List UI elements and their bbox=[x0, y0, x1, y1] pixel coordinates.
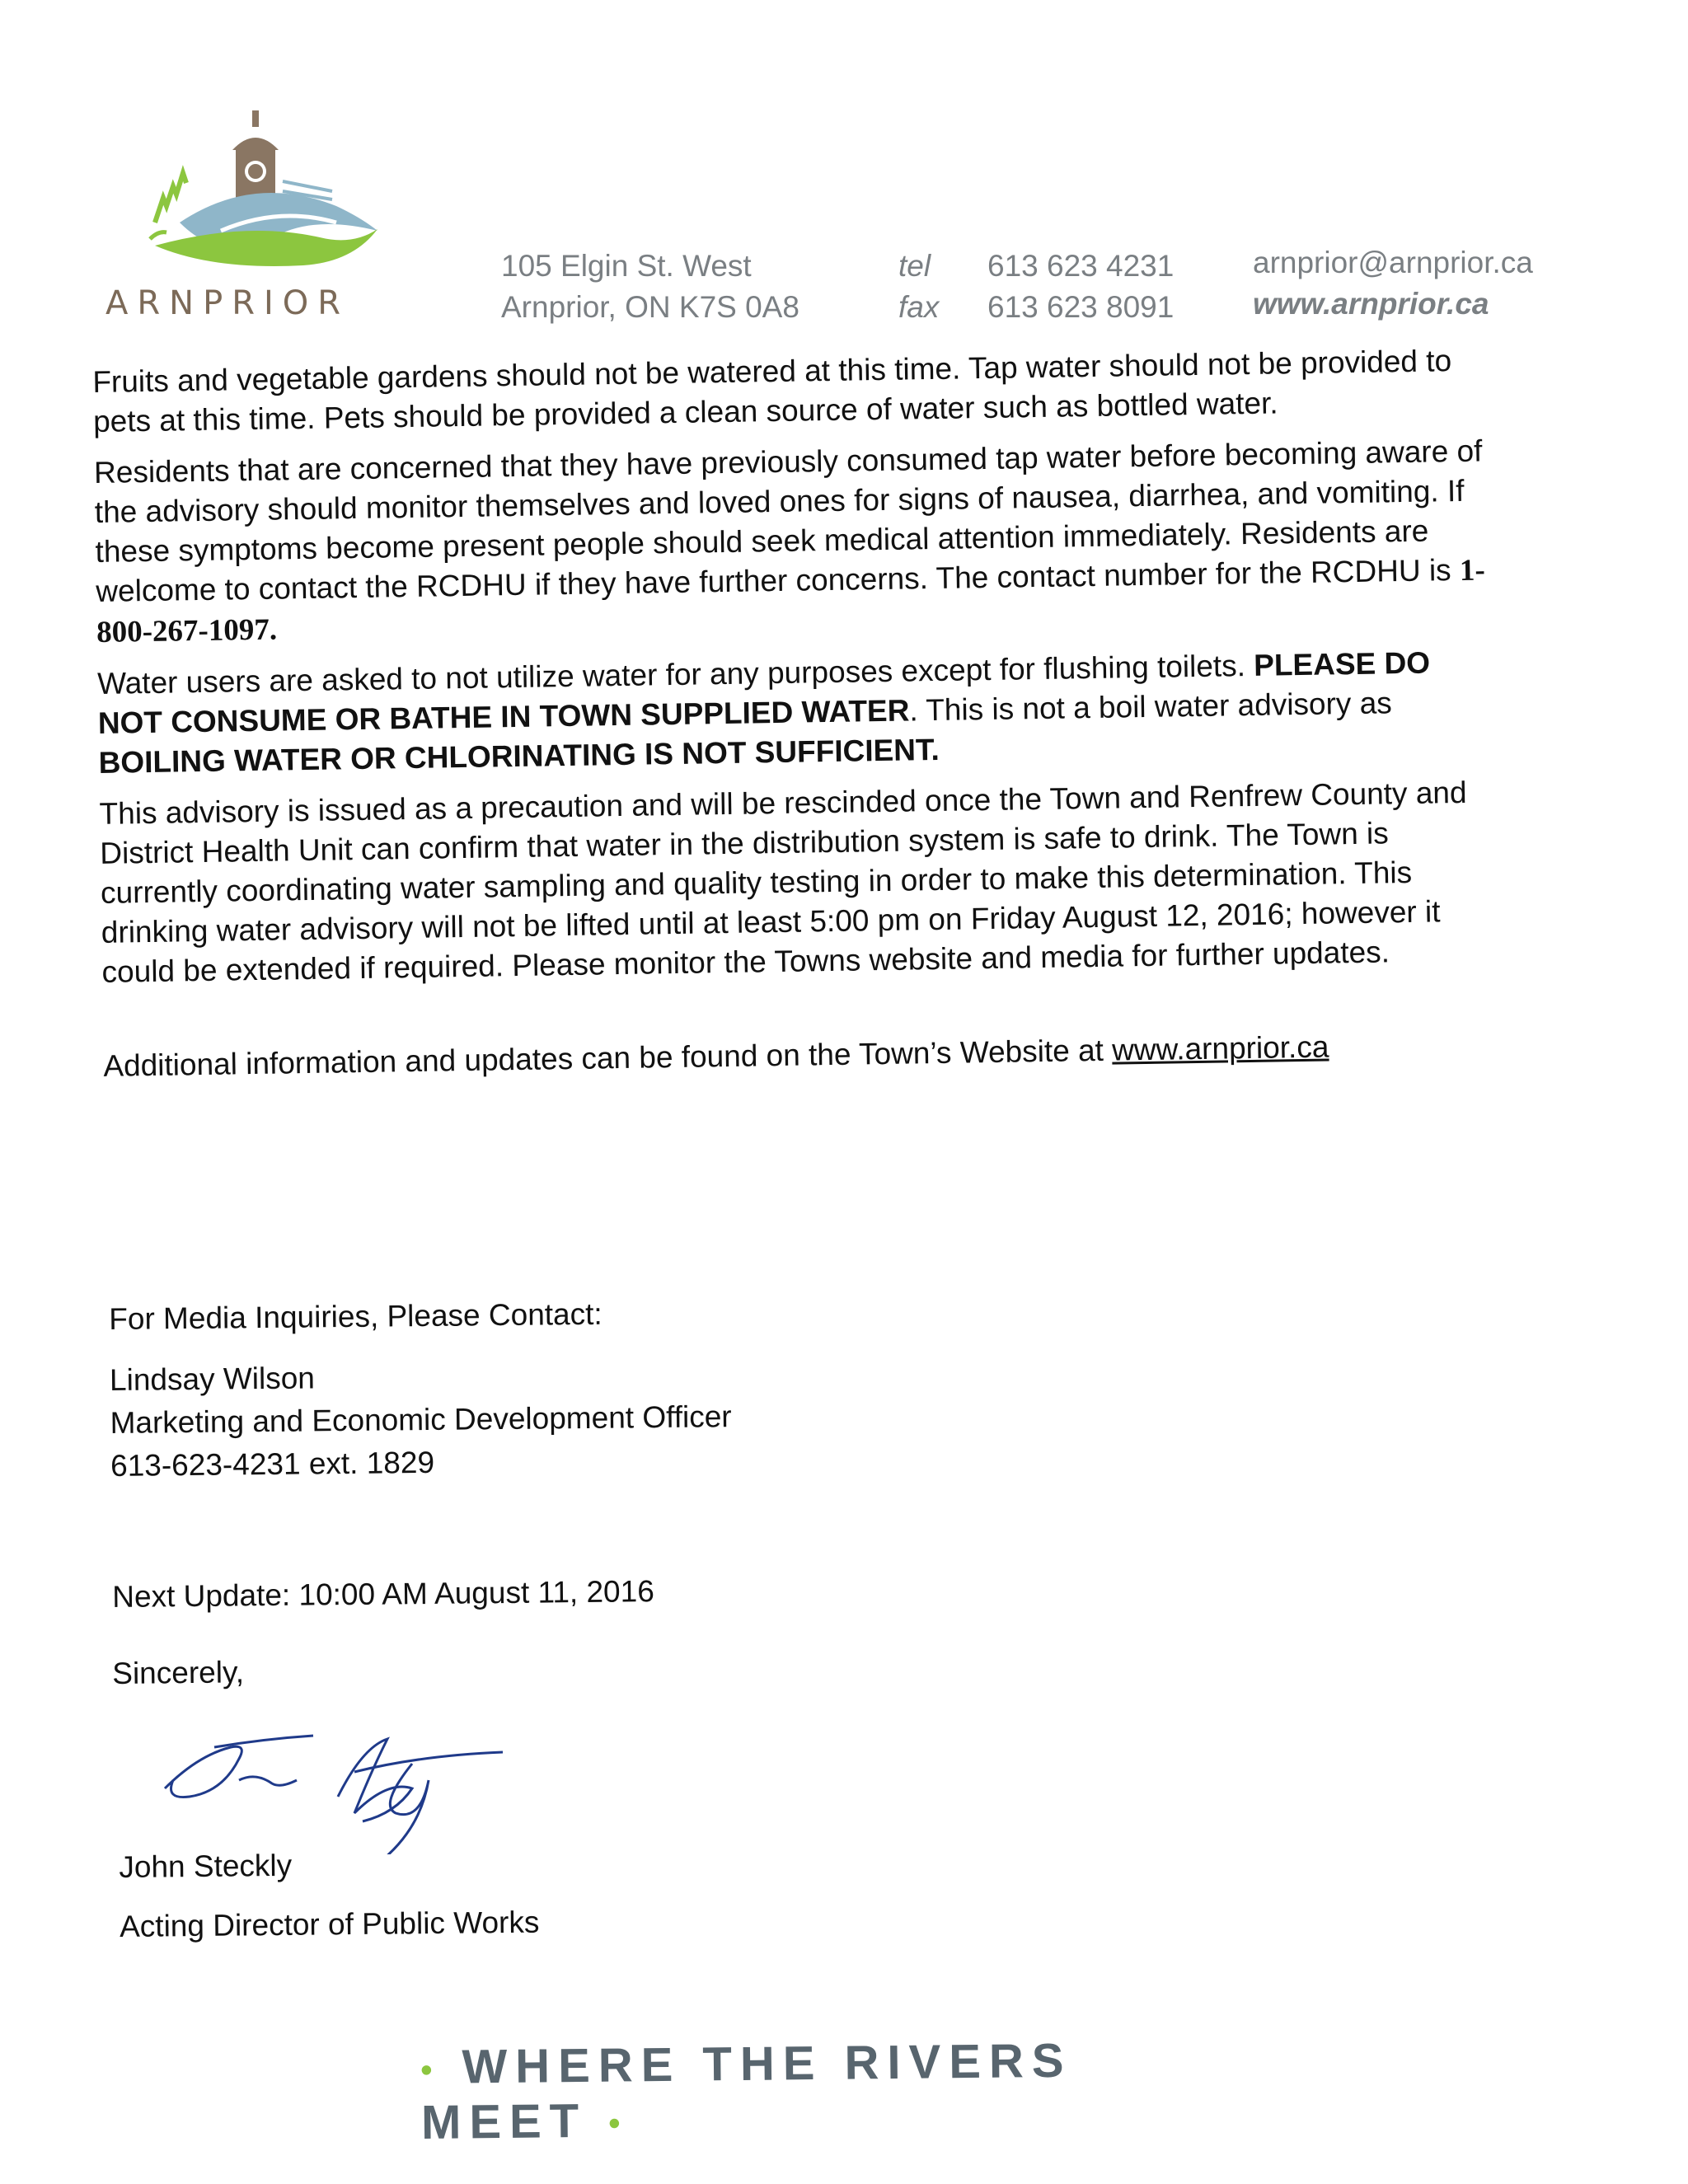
fax-number: 613 623 8091 bbox=[987, 290, 1175, 324]
address-block bbox=[501, 246, 799, 328]
tagline-text: WHERE THE RIVERS MEET bbox=[420, 2033, 1072, 2149]
rcdhu-phone: 1-800-267-1097. bbox=[96, 553, 1486, 649]
paragraph-text: Water users are asked to not utilize water for any purposes except for flushing toilets. bbox=[96, 648, 1254, 701]
tel-number: 613 623 4231 bbox=[987, 249, 1175, 283]
media-contact bbox=[109, 1291, 732, 1488]
warning-text: BOILING WATER OR CHLORINATING IS NOT SUFFICIENT. bbox=[98, 732, 940, 780]
footer-tagline bbox=[420, 2032, 1245, 2150]
closing: Sincerely, bbox=[112, 1655, 245, 1690]
website-text: www.arnprior.ca bbox=[1253, 287, 1489, 321]
signatory-name: John Steckly bbox=[119, 1848, 293, 1884]
tel-label: tel bbox=[898, 249, 931, 283]
letter-body bbox=[92, 340, 1505, 1098]
address-line: 105 Elgin St. West bbox=[501, 249, 752, 283]
warning-text: PLEASE DO NOT CONSUME OR BATHE IN TOWN SUPPLIED WATER bbox=[97, 645, 1431, 740]
email-text: arnprior@arnprior.ca bbox=[1253, 246, 1533, 279]
arnprior-logo bbox=[106, 99, 410, 338]
contact-phone: 613-623-4231 ext. 1829 bbox=[110, 1445, 435, 1483]
address-line: Arnprior, ON K7S 0A8 bbox=[501, 290, 799, 324]
bullet-dot-icon: • bbox=[420, 2051, 441, 2089]
fax-label: fax bbox=[898, 290, 940, 324]
paragraph bbox=[94, 431, 1498, 653]
paragraph: Fruits and vegetable gardens should not be watered at this time. Tap water should not be provided to pets at this time. Pets should be provided a clean source of water such as bottled water. bbox=[92, 344, 1452, 438]
paragraph bbox=[103, 1024, 1505, 1086]
paragraph-text: . This is not a boil water advisory as bbox=[909, 686, 1393, 728]
phone-numbers bbox=[987, 246, 1174, 328]
paragraph-text: Additional information and updates can be found on the Town’s Website at bbox=[103, 1033, 1113, 1083]
paragraph-text: Residents that are concerned that they have previously consumed tap water before becoming aware of the advisory should monitor themselves and loved ones for signs of nausea, diarrhea, and vomiting. If these symptoms become present people should seek medical attention immediately. Residents are welcome to contact the RCDHU if they have further concerns. The contact number for the RCDHU is bbox=[93, 434, 1483, 608]
contact-block bbox=[1253, 242, 1533, 325]
next-update: Next Update: 10:00 AM August 11, 2016 bbox=[112, 1574, 654, 1614]
contact-name: Lindsay Wilson bbox=[109, 1361, 316, 1397]
paragraph: This advisory is issued as a precaution and will be rescinded once the Town and Renfrew County and District Health Unit can confirm that water in the distribution system is safe to drink. The Town is currently coordinating water sampling and quality testing in order to make this determination. This drinking water advisory will not be lifted until at least 5:00 pm on Friday August 12, 2016; however it could be extended if required. Please monitor the Towns website and media for further updates. bbox=[99, 775, 1467, 989]
logo-wordmark: ARNPRIOR bbox=[106, 284, 350, 322]
paragraph bbox=[97, 642, 1500, 783]
signatory-title: Acting Director of Public Works bbox=[119, 1905, 540, 1943]
contact-title: Marketing and Economic Development Officer bbox=[110, 1399, 732, 1440]
town-crest-icon bbox=[122, 99, 386, 272]
phone-labels bbox=[898, 246, 939, 328]
signatory bbox=[119, 1834, 540, 1957]
media-heading: For Media Inquiries, Please Contact: bbox=[109, 1296, 603, 1336]
bullet-dot-icon: • bbox=[608, 2105, 629, 2142]
website-link[interactable]: www.arnprior.ca bbox=[1111, 1029, 1329, 1067]
